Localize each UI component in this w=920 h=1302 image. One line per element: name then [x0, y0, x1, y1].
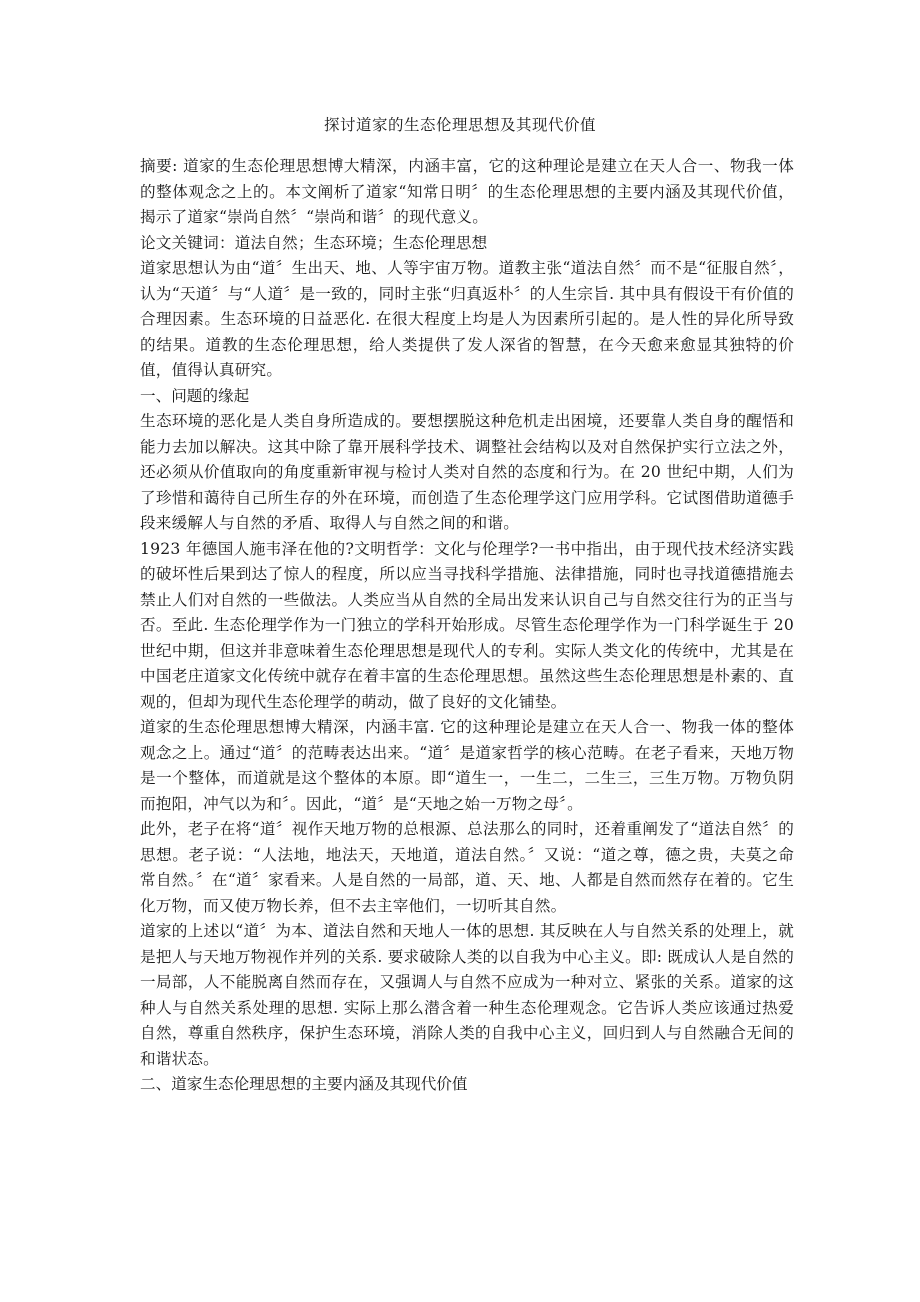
abstract-paragraph: 摘要: 道家的生态伦理思想博大精深，内涵丰富，它的这种理论是建立在天人合一、物我一体的整体观念之上的。本文阐析了道家“知常日明〞的生态伦理思想的主要内涵及其现代价值，揭示了道家“崇尚自然〞“崇尚和谐〞的现代意义。	[140, 157, 794, 226]
keywords-paragraph: 论文关键词：道法自然；生态环境；生态伦理思想	[140, 233, 488, 252]
body-paragraph: 生态环境的恶化是人类自身所造成的。要想摆脱这种危机走出困境，还要靠人类自身的醒悟和能力去加以解决。这其中除了靠开展科学技术、调整社会结构以及对自然保护实行立法之外，还必须从价值取向的角度重新审视与检讨人类对自然的态度和行为。在 20 世纪中期，人们为了珍惜和蔼待自己所生存的外在环境，而创造了生态伦理学这门应用学科。它试图借助道德手段来缓解人与自然的矛盾、取得人与自然之间的和谐。	[140, 412, 794, 532]
intro-paragraph: 道家思想认为由“道〞生出天、地、人等宇宙万物。道教主张“道法自然〞而不是“征服自然〞，认为“天道〞与“人道〞是一致的，同时主张“归真返朴〞的人生宗旨. 其中具有假设干有价值的合理因素。生态环境的日益恶化. 在很大程度上均是人为因素所引起的。是人性的异化所导致的结果。道教的生态伦理思想，给人类提供了发人深省的智慧，在今天愈来愈显其独特的价值，值得认真研究。	[140, 259, 794, 379]
section-heading-2: 二、道家生态伦理思想的主要内涵及其现代价值	[140, 1075, 468, 1093]
body-paragraph: 道家的上述以“道〞为本、道法自然和天地人一体的思想. 其反映在人与自然关系的处理上，就是把人与天地万物视作并列的关系. 要求破除人类的以自我为中心主义。即: 既成认人是自然的一局部，人不能脱离自然而存在，又强调人与自然不应成为一种对立、紧张的关系。道家的这种人与自然关系处理的思想. 实际上那么潜含着一种生态伦理观念。它告诉人类应该通过热爱自然，尊重自然秩序，保护生态环境，消除人类的自我中心主义，回归到人与自然融合无间的和谐状态。	[140, 922, 794, 1068]
body-paragraph: 1923 年德国人施韦泽在他的?文明哲学：文化与伦理学?一书中指出，由于现代技术经济实践的破坏性后果到达了惊人的程度，所以应当寻找科学措施、法律措施，同时也寻找道德措施去禁止人们对自然的一些做法。人类应当从自然的全局出发来认识自己与自然交往行为的正当与否。至此. 生态伦理学作为一门独立的学科开始形成。尽管生态伦理学作为一门科学诞生于 20 世纪中期，但这并非意味着生态伦理思想是现代人的专利。实际人类文化的传统中，尤其是在中国老庄道家文化传统中就存在着丰富的生态伦理思想。虽然这些生态伦理思想是朴素的、直观的，但却为现代生态伦理学的萌动，做了良好的文化铺垫。	[140, 539, 794, 711]
body-paragraph: 道家的生态伦理思想博大精深，内涵丰富. 它的这种理论是建立在天人合一、物我一体的整体观念之上。通过“道〞的范畴表达出来。“道〞是道家哲学的核心范畴。在老子看来，天地万物是一个整体，而道就是这个整体的本原。即“道生一，一生二，二生三，三生万物。万物负阴而抱阳，冲气以为和〞。因此，“道〞是“天地之始一万物之母〞。	[140, 718, 794, 813]
document-title: 探讨道家的生态伦理思想及其现代价值	[323, 116, 596, 134]
body-paragraph: 此外，老子在将“道〞视作天地万物的总根源、总法那么的同时，还着重阐发了“道法自然〞的思想。老子说：“人法地，地法天，天地道，道法自然。〞又说：“道之尊，德之贵，夫莫之命常自然。〞在“道〞家看来。人是自然的一局部，道、天、地、人都是自然而然存在着的。它生化万物，而又使万物长养，但不去主宰他们，一切听其自然。	[140, 820, 794, 915]
section-heading-1: 一、问题的缘起	[140, 386, 250, 405]
document-body	[140, 154, 794, 1098]
